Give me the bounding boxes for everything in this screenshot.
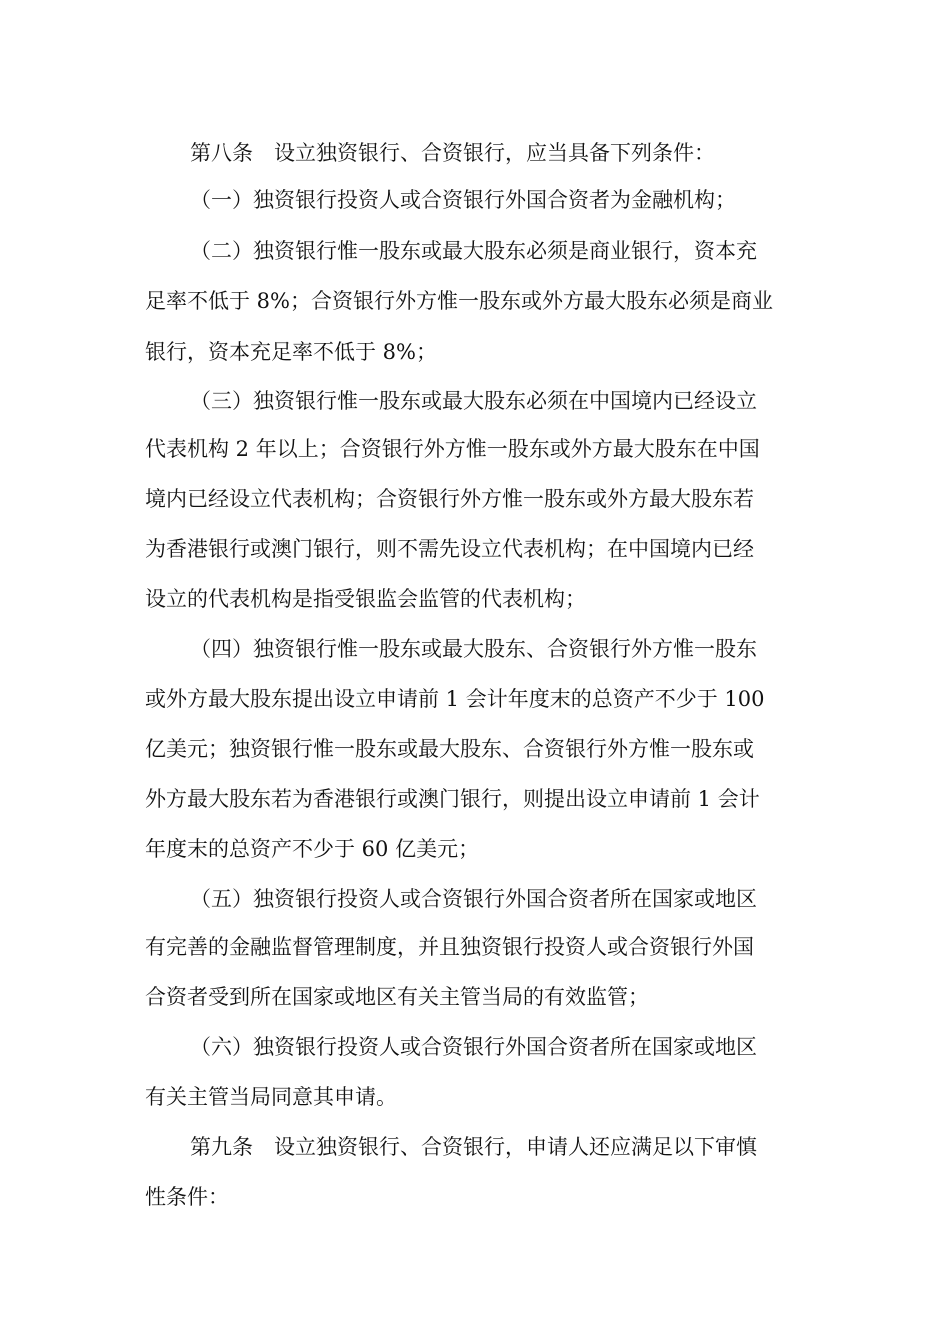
clause-4-line-4: 外方最大股东若为香港银行或澳门银行，则提出设立申请前 1 会计 xyxy=(145,787,760,811)
clause-3-line-4: 为香港银行或澳门银行，则不需先设立代表机构；在中国境内已经 xyxy=(145,537,754,561)
clause-4-line-2: 或外方最大股东提出设立申请前 1 会计年度末的总资产不少于 100 xyxy=(145,687,765,711)
article-8-heading: 第八条 设立独资银行、合资银行，应当具备下列条件： xyxy=(190,141,715,165)
clause-5-line-3: 合资者受到所在国家或地区有关主管当局的有效监管； xyxy=(145,985,649,1009)
clause-5-line-1: （五）独资银行投资人或合资银行外国合资者所在国家或地区 xyxy=(190,887,757,911)
article-9-line-1: 第九条 设立独资银行、合资银行，申请人还应满足以下审慎 xyxy=(190,1135,757,1159)
clause-6-line-2: 有关主管当局同意其申请。 xyxy=(145,1085,397,1109)
article-9-line-2: 性条件： xyxy=(145,1185,229,1209)
clause-3-line-5: 设立的代表机构是指受银监会监管的代表机构； xyxy=(145,587,586,611)
clause-3-line-2: 代表机构 2 年以上；合资银行外方惟一股东或外方最大股东在中国 xyxy=(145,437,760,461)
clause-6-line-1: （六）独资银行投资人或合资银行外国合资者所在国家或地区 xyxy=(190,1035,757,1059)
clause-2-line-3: 银行，资本充足率不低于 8%； xyxy=(145,340,437,364)
clause-4-line-5: 年度末的总资产不少于 60 亿美元； xyxy=(145,837,480,861)
clause-1-line-1: （一）独资银行投资人或合资银行外国合资者为金融机构； xyxy=(190,188,736,212)
clause-3-line-3: 境内已经设立代表机构；合资银行外方惟一股东或外方最大股东若 xyxy=(145,487,754,511)
clause-4-line-3: 亿美元；独资银行惟一股东或最大股东、合资银行外方惟一股东或 xyxy=(145,737,754,761)
clause-2-line-2: 足率不低于 8%；合资银行外方惟一股东或外方最大股东必须是商业 xyxy=(145,289,773,313)
clause-5-line-2: 有完善的金融监督管理制度，并且独资银行投资人或合资银行外国 xyxy=(145,935,754,959)
clause-4-line-1: （四）独资银行惟一股东或最大股东、合资银行外方惟一股东 xyxy=(190,637,757,661)
clause-3-line-1: （三）独资银行惟一股东或最大股东必须在中国境内已经设立 xyxy=(190,389,757,413)
clause-2-line-1: （二）独资银行惟一股东或最大股东必须是商业银行，资本充 xyxy=(190,239,757,263)
